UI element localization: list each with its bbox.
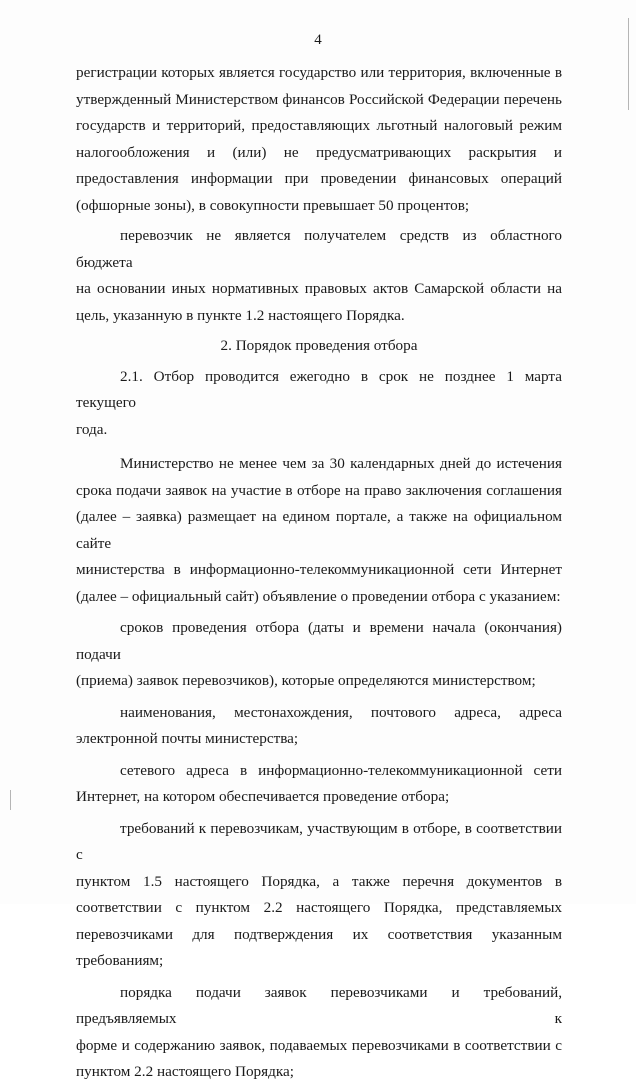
text-line: утвержденный Министерством финансов Российской Федерации перечень — [76, 90, 562, 108]
text-line: соответствии с пунктом 2.2 настоящего Порядка, представляемых — [76, 899, 562, 916]
text-line: перевозчик не является получателем средств из областного бюджета — [76, 227, 562, 271]
text-line: предоставления информации при проведении финансовых операций — [76, 170, 562, 187]
text-line: срока подачи заявок на участие в отборе на право заключения соглашения — [76, 481, 562, 499]
text-line: форме и содержанию заявок, подаваемых перевозчиками в соответствии с — [76, 1036, 562, 1054]
text-line: требований к перевозчикам, участвующим в отборе, в соответствии с — [76, 819, 562, 863]
text-line: пунктом 2.2 настоящего Порядка; — [76, 1063, 294, 1080]
scan-edge-mark — [10, 790, 11, 810]
text-line: Интернет, на котором обеспечивается проведение отбора; — [76, 788, 450, 805]
text-line: государств и территорий, предоставляющих льготный налоговый режим — [76, 117, 562, 134]
text-line: электронной почты министерства; — [76, 730, 299, 747]
section-heading: 2. Порядок проведения отбора — [220, 337, 418, 354]
text-line: 2.1. Отбор проводится ежегодно в срок не позднее 1 марта текущего — [76, 367, 562, 411]
text-line: на основании иных нормативных правовых актов Самарской области на — [76, 280, 562, 297]
text-line: министерства в информационно-телекоммуникационной сети Интернет — [76, 561, 562, 578]
text-line: налогообложения и (или) не предусматривающих раскрытия и — [76, 143, 562, 161]
page-number: 4 — [314, 32, 322, 48]
text-line: (офшорные зоны), в совокупности превышает 50 процентов; — [76, 196, 470, 214]
text-line: (далее – заявка) размещает на едином портале, а также на официальном сайте — [76, 508, 562, 552]
text-line: регистрации которых является государство или территория, включенные в — [76, 64, 562, 81]
document-body — [76, 60, 562, 1086]
text-line: перевозчиками для подтверждения их соответствия указанным требованиям; — [76, 925, 562, 969]
text-line: пунктом 1.5 настоящего Порядка, а также перечня документов в — [76, 872, 562, 890]
text-line: (далее – официальный сайт) объявление о проведении отбора с указанием: — [76, 587, 561, 605]
text-line: года. — [76, 420, 108, 438]
text-line: Министерство не менее чем за 30 календарных дней до истечения — [120, 455, 562, 472]
text-line: наименования, местонахождения, почтового адреса, адреса — [120, 703, 562, 721]
text-line: сетевого адреса в информационно-телекоммуникационной сети — [120, 761, 562, 779]
text-line: порядка подачи заявок перевозчиками и требований, предъявляемых к — [76, 983, 562, 1027]
text-line: (приема) заявок перевозчиков), которые определяются министерством; — [76, 672, 536, 689]
text-line: цель, указанную в пункте 1.2 настоящего Порядка. — [76, 306, 405, 324]
text-line: сроков проведения отбора (даты и времени начала (окончания) подачи — [76, 619, 562, 663]
